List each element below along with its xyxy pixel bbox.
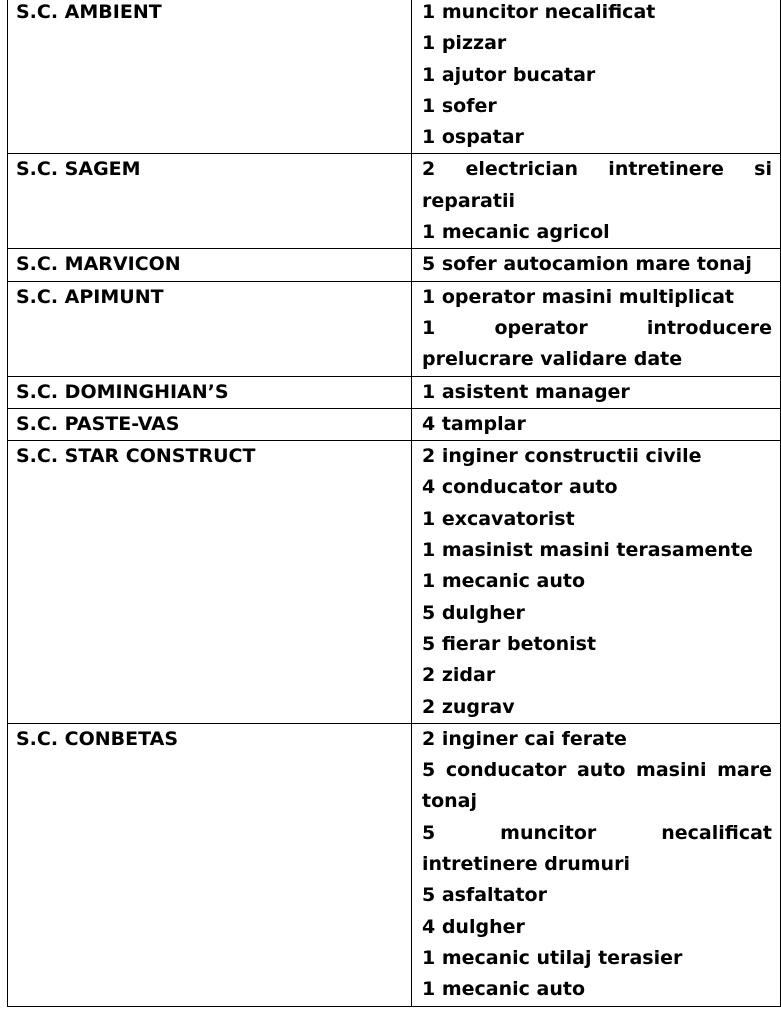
company-name: S.C. PASTE-VAS — [16, 412, 180, 435]
position-entry: 1 pizzar — [422, 32, 507, 55]
position-entry: 1 mecanic utilaj terasier — [422, 946, 683, 969]
position-entry: 5 asfaltator — [422, 884, 547, 907]
company-name: S.C. APIMUNT — [16, 285, 164, 308]
positions-cell — [412, 408, 781, 440]
position-entry: 1 excavatorist — [422, 507, 575, 530]
position-entry: 5 muncitor necalificat intretinere drumuri — [422, 821, 772, 876]
position-entry: 1 asistent manager — [422, 380, 630, 403]
position-entry: 5 fierar betonist — [422, 632, 597, 655]
positions-cell — [412, 723, 781, 1006]
position-entry: 4 dulgher — [422, 915, 525, 938]
position-entry: 1 operator introducere prelucrare validare date — [422, 316, 772, 371]
position-entry: 1 ospatar — [422, 126, 524, 149]
position-entry: 4 tamplar — [422, 412, 526, 435]
company-name: S.C. CONBETAS — [16, 727, 179, 750]
company-name: S.C. AMBIENT — [16, 1, 162, 23]
company-cell — [8, 0, 412, 154]
table-row — [8, 441, 781, 724]
position-entry: 2 zidar — [422, 664, 496, 687]
position-entry: 1 muncitor necalificat — [422, 1, 656, 23]
position-entry: 2 inginer cai ferate — [422, 727, 627, 750]
position-entry: 1 masinist masini terasamente — [422, 539, 753, 562]
position-entry: 2 zugrav — [422, 695, 515, 718]
company-cell — [8, 408, 412, 440]
table-row — [8, 376, 781, 408]
position-entry: 1 mecanic agricol — [422, 221, 610, 244]
position-entry: 5 dulgher — [422, 601, 525, 624]
table-row — [8, 408, 781, 440]
table-row — [8, 249, 781, 281]
company-name: S.C. STAR CONSTRUCT — [16, 445, 256, 468]
company-cell — [8, 154, 412, 249]
position-entry: 1 sofer — [422, 94, 497, 117]
position-entry: 5 conducator auto masini mare tonaj — [422, 759, 772, 813]
table-row — [8, 723, 781, 1006]
position-entry: 2 electrician intretinere si reparatii — [422, 158, 772, 212]
positions-cell — [412, 441, 781, 724]
company-cell — [8, 441, 412, 724]
company-cell — [8, 723, 412, 1006]
position-entry: 4 conducator auto — [422, 476, 618, 499]
position-entry: 1 operator masini multiplicat — [422, 285, 735, 308]
company-name: S.C. DOMINGHIAN’S — [16, 380, 229, 403]
positions-cell — [412, 0, 781, 154]
company-cell — [8, 376, 412, 408]
positions-cell — [412, 249, 781, 281]
table-row — [8, 0, 781, 154]
table-row — [8, 281, 781, 376]
company-name: S.C. MARVICON — [16, 253, 181, 276]
job-openings-table — [7, 0, 781, 1007]
position-entry: 5 sofer autocamion mare tonaj — [422, 253, 752, 276]
position-entry: 1 mecanic auto — [422, 978, 586, 1001]
positions-cell — [412, 376, 781, 408]
position-entry: 1 mecanic auto — [422, 570, 586, 593]
company-name: S.C. SAGEM — [16, 158, 141, 181]
position-entry: 1 ajutor bucatar — [422, 63, 596, 86]
positions-cell — [412, 154, 781, 249]
position-entry: 2 inginer constructii civile — [422, 445, 702, 468]
table-row — [8, 154, 781, 249]
company-cell — [8, 281, 412, 376]
company-cell — [8, 249, 412, 281]
positions-cell — [412, 281, 781, 376]
